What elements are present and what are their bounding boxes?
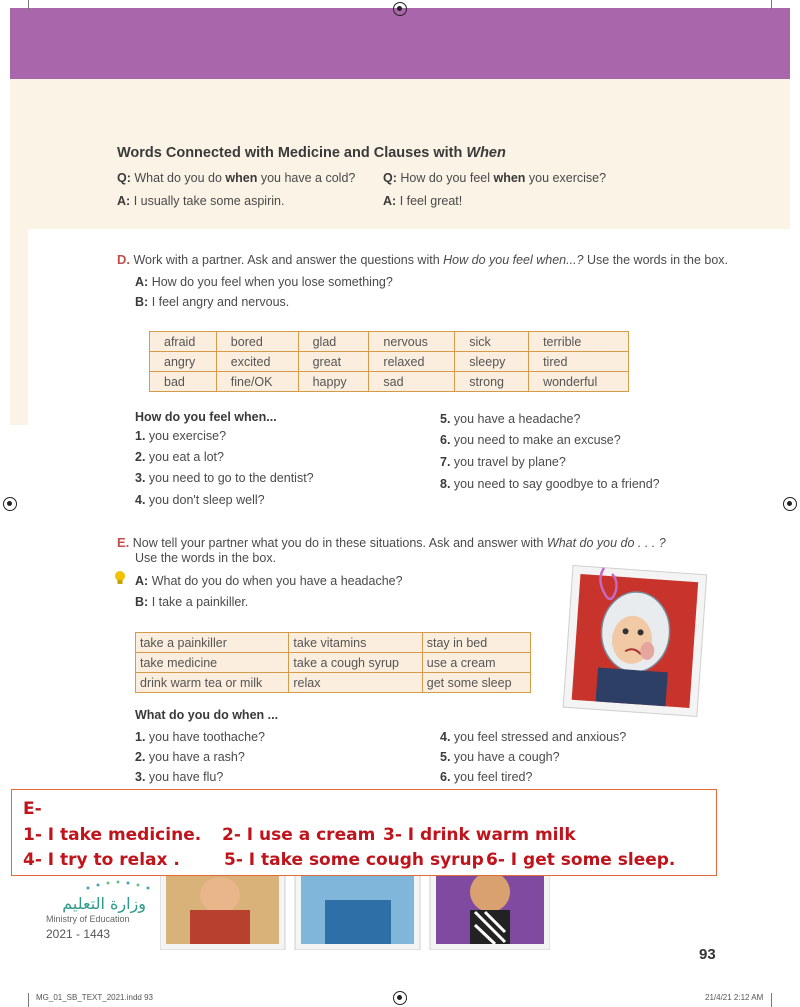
answer-box (11, 789, 717, 876)
ministry-arabic-name: وزارة التعليم (62, 894, 146, 913)
list-item: 1. you have toothache? (135, 730, 265, 744)
word-cell: strong (455, 372, 529, 392)
list-item: 4. you don't sleep well? (135, 493, 265, 507)
answer-item: 6- I get some sleep. (486, 850, 676, 870)
word-cell: relaxed (369, 352, 455, 372)
answer-item: 2- I use a cream (222, 825, 376, 845)
word-cell: afraid (150, 332, 217, 352)
grammar-question-1: Q: What do you do when you have a cold? (117, 171, 356, 185)
word-cell: take a painkiller (136, 633, 289, 653)
word-cell: wonderful (529, 372, 629, 392)
header-band (10, 8, 790, 79)
list-item: 1. you exercise? (135, 429, 227, 443)
answer-title: E- (23, 799, 42, 819)
word-cell: great (298, 352, 369, 372)
registration-mark (783, 497, 797, 511)
crop-mark (28, 993, 29, 1007)
answer-item: 4- I try to relax . (23, 850, 180, 870)
section-e-instruction: E. Now tell your partner what you do in these situations. Ask and answer with What do you do . . . ? (117, 535, 666, 550)
word-cell: get some sleep (422, 673, 530, 693)
crop-mark (771, 0, 772, 10)
registration-mark (393, 2, 407, 16)
list-item: 2. you eat a lot? (135, 450, 224, 464)
crop-mark (771, 993, 772, 1007)
word-cell: use a cream (422, 653, 530, 673)
section-d-example-a: A: How do you feel when you lose something? (135, 275, 393, 289)
ministry-year: 2021 - 1443 (46, 927, 111, 941)
section-e-list-title: What do you do when ... (135, 708, 279, 722)
section-e-example-b: B: I take a painkiller. (135, 595, 249, 609)
word-cell: take vitamins (289, 633, 422, 653)
word-cell: bored (216, 332, 298, 352)
footer-file: MG_01_SB_TEXT_2021.indd 93 (36, 993, 153, 1002)
registration-mark (393, 991, 407, 1005)
footer-timestamp: 21/4/21 2:12 AM (705, 993, 764, 1002)
section-d-instruction: D. Work with a partner. Ask and answer the questions with How do you feel when...? Use the words in the box. (117, 252, 729, 267)
feelings-word-box (149, 331, 629, 392)
ministry-english-name: Ministry of Education (46, 914, 130, 924)
word-cell: take a cough syrup (289, 653, 422, 673)
word-cell: drink warm tea or milk (136, 673, 289, 693)
toothache-illustration (560, 560, 710, 720)
list-item: 3. you have flu? (135, 770, 224, 784)
panel-edge (10, 229, 28, 425)
answer-item: 1- I take medicine. (23, 825, 202, 845)
word-cell: bad (150, 372, 217, 392)
word-cell: terrible (529, 332, 629, 352)
page-number: 93 (699, 946, 716, 963)
word-cell: happy (298, 372, 369, 392)
word-cell: excited (216, 352, 298, 372)
crop-mark (28, 0, 29, 10)
list-item: 6. you feel tired? (440, 770, 533, 784)
grammar-question-2: Q: How do you feel when you exercise? (383, 171, 607, 185)
ministry-logo-dots (82, 878, 162, 892)
word-cell: nervous (369, 332, 455, 352)
list-item: 4. you feel stressed and anxious? (440, 730, 627, 744)
remedies-word-box (135, 632, 531, 693)
word-cell: sad (369, 372, 455, 392)
word-cell: sleepy (455, 352, 529, 372)
section-e-example-a: A: What do you do when you have a headache? (135, 574, 403, 588)
list-item: 6. you need to make an excuse? (440, 433, 621, 447)
answer-item: 5- I take some cough syrup . (224, 850, 497, 870)
grammar-answer-1: A: I usually take some aspirin. (117, 194, 285, 208)
word-cell: fine/OK (216, 372, 298, 392)
grammar-answer-2: A: I feel great! (383, 194, 463, 208)
word-cell: angry (150, 352, 217, 372)
lightbulb-icon (114, 570, 126, 586)
section-e-instruction-line2: Use the words in the box. (135, 551, 277, 565)
list-item: 2. you have a rash? (135, 750, 245, 764)
section-heading: Words Connected with Medicine and Clauses with When (117, 145, 506, 161)
list-item: 3. you need to go to the dentist? (135, 471, 314, 485)
sick-people-illustrations (160, 870, 550, 950)
list-item: 7. you travel by plane? (440, 455, 566, 469)
list-item: 8. you need to say goodbye to a friend? (440, 477, 660, 491)
word-cell: glad (298, 332, 369, 352)
section-d-list-title: How do you feel when... (135, 410, 277, 424)
word-cell: stay in bed (422, 633, 530, 653)
list-item: 5. you have a headache? (440, 412, 581, 426)
word-cell: relax (289, 673, 422, 693)
registration-mark (3, 497, 17, 511)
list-item: 5. you have a cough? (440, 750, 560, 764)
answer-item: 3- I drink warm milk (383, 825, 576, 845)
word-cell: tired (529, 352, 629, 372)
section-d-example-b: B: I feel angry and nervous. (135, 295, 290, 309)
word-cell: sick (455, 332, 529, 352)
word-cell: take medicine (136, 653, 289, 673)
